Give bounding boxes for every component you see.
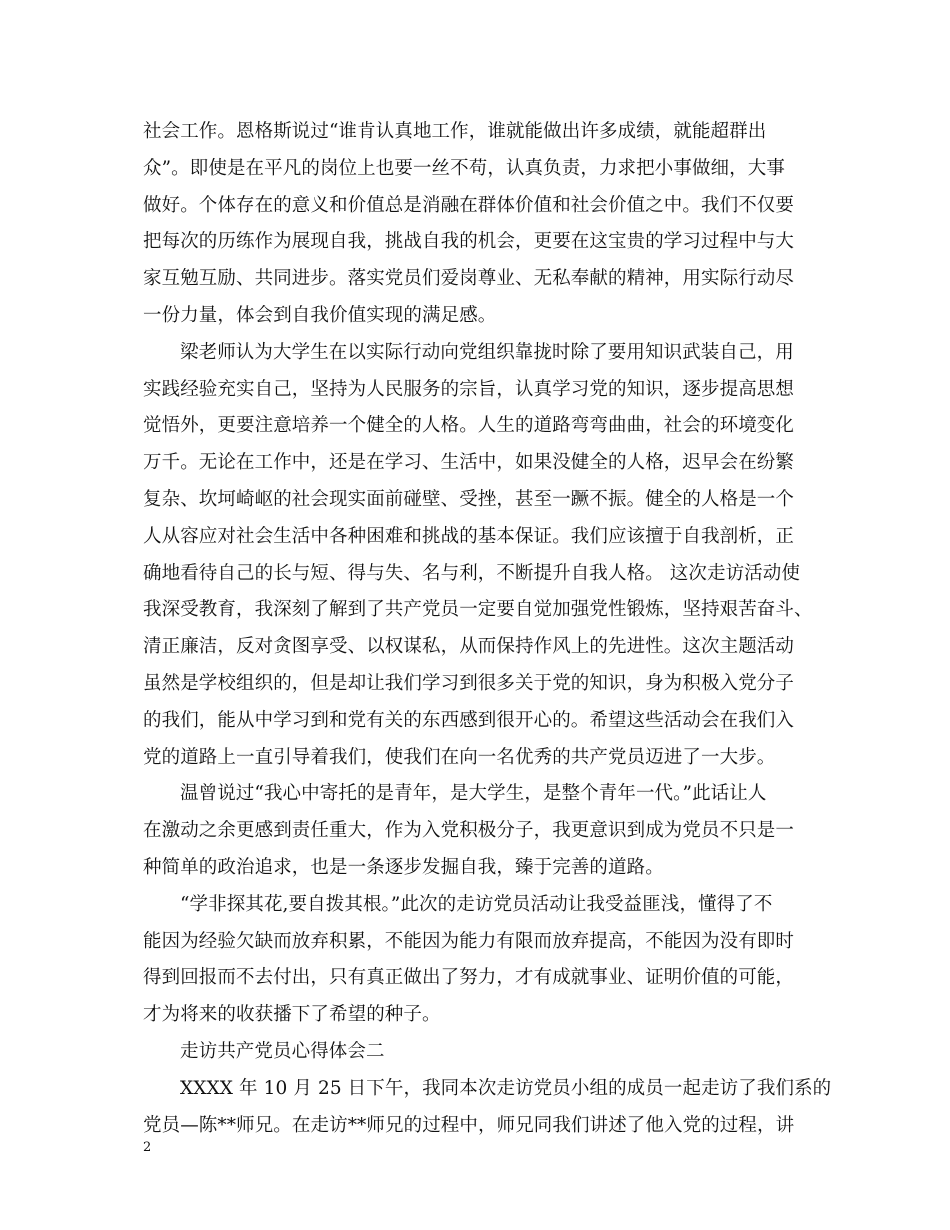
paragraph <box>143 335 813 777</box>
text-line: 觉悟外，更要注意培养一个健全的人格。人生的道路弯弯曲曲，社会的环境变化 <box>143 415 795 437</box>
text-line: 走访共产党员心得体会二 <box>180 1040 385 1062</box>
paragraph <box>143 1034 813 1071</box>
text-line: 我深受教育，我深刻了解到了共产党员一定要自觉加强党性锻炼，坚持艰苦奋斗、 <box>143 599 813 621</box>
paragraph <box>143 887 813 1034</box>
text-line: 清正廉洁，反对贪图享受、以权谋私，从而保持作风上的先进性。这次主题活动 <box>143 636 795 658</box>
text-line: 种简单的政治追求，也是一条逐步发掘自我，臻于完善的道路。 <box>143 856 664 878</box>
text-line: 做好。个体存在的意义和价值总是消融在群体价值和社会价值之中。我们不仅要 <box>143 194 795 216</box>
text-line: 的我们，能从中学习到和党有关的东西感到很开心的。希望这些活动会在我们入 <box>143 709 795 731</box>
text-line: 社会工作。恩格斯说过“谁肯认真地工作，谁就能做出许多成绩，就能超群出 <box>143 121 767 142</box>
text-line: XXXX 年 10 月 25 日下午，我同本次走访党员小组的成员一起走访了我们系的 <box>180 1077 832 1099</box>
text-line: 梁老师认为大学生在以实际行动向党组织靠拢时除了要用知识武装自己，用 <box>180 341 794 363</box>
text-line: 把每次的历练作为展现自我，挑战自我的机会，更要在这宝贵的学习过程中与大 <box>143 231 795 253</box>
text-line: 实践经验充实自己，坚持为人民服务的宗旨，认真学习党的知识，逐步提高思想 <box>143 378 795 400</box>
text-line: “学非探其花,要自拨其根。”此次的走访党员活动让我受益匪浅，懂得了不 <box>180 893 773 915</box>
paragraph <box>143 776 813 886</box>
text-line: 在激动之余更感到责任重大，作为入党积极分子，我更意识到成为党员不只是一 <box>143 820 795 842</box>
text-line: 人从容应对社会生活中各种困难和挑战的基本保证。我们应该擅于自我剖析，正 <box>143 525 795 547</box>
text-line: 温曾说过“我心中寄托的是青年，是大学生，是整个青年一代。”此话让人 <box>180 783 767 805</box>
text-line: 党员—陈**师兄。在走访**师兄的过程中，师兄同我们讲述了他入党的过程，讲 <box>143 1114 795 1136</box>
text-line: 众”。即使是在平凡的岗位上也要一丝不苟，认真负责，力求把小事做细，大事 <box>143 157 785 179</box>
text-line: 万千。无论在工作中，还是在学习、生活中，如果没健全的人格，迟早会在纷繁 <box>143 452 795 474</box>
text-line: 能因为经验欠缺而放弃积累，不能因为能力有限而放弃提高，不能因为没有即时 <box>143 930 795 952</box>
page-number: 2 <box>143 1140 152 1155</box>
text-line: 复杂、坎坷崎岖的社会现实面前碰壁、受挫，甚至一蹶不振。健全的人格是一个 <box>143 488 795 510</box>
paragraph <box>143 114 813 335</box>
text-line: 才为将来的收获播下了希望的种子。 <box>143 1004 441 1026</box>
text-line: 得到回报而不去付出，只有真正做出了努力，才有成就事业、证明价值的可能， <box>143 967 795 989</box>
paragraph <box>143 1071 832 1145</box>
text-line: 一份力量，体会到自我价值实现的满足感。 <box>143 304 497 326</box>
text-line: 家互勉互励、共同进步。落实党员们爱岗尊业、无私奉献的精神，用实际行动尽 <box>143 268 795 290</box>
text-line: 党的道路上一直引导着我们，使我们在向一名优秀的共产党员迈进了一大步。 <box>143 746 776 768</box>
text-line: 确地看待自己的长与短、得与失、名与利，不断提升自我人格。 这次走访活动使 <box>143 562 800 584</box>
document-body <box>143 114 832 1144</box>
text-line: 虽然是学校组织的，但是却让我们学习到很多关于党的知识，身为积极入党分子 <box>143 672 795 694</box>
